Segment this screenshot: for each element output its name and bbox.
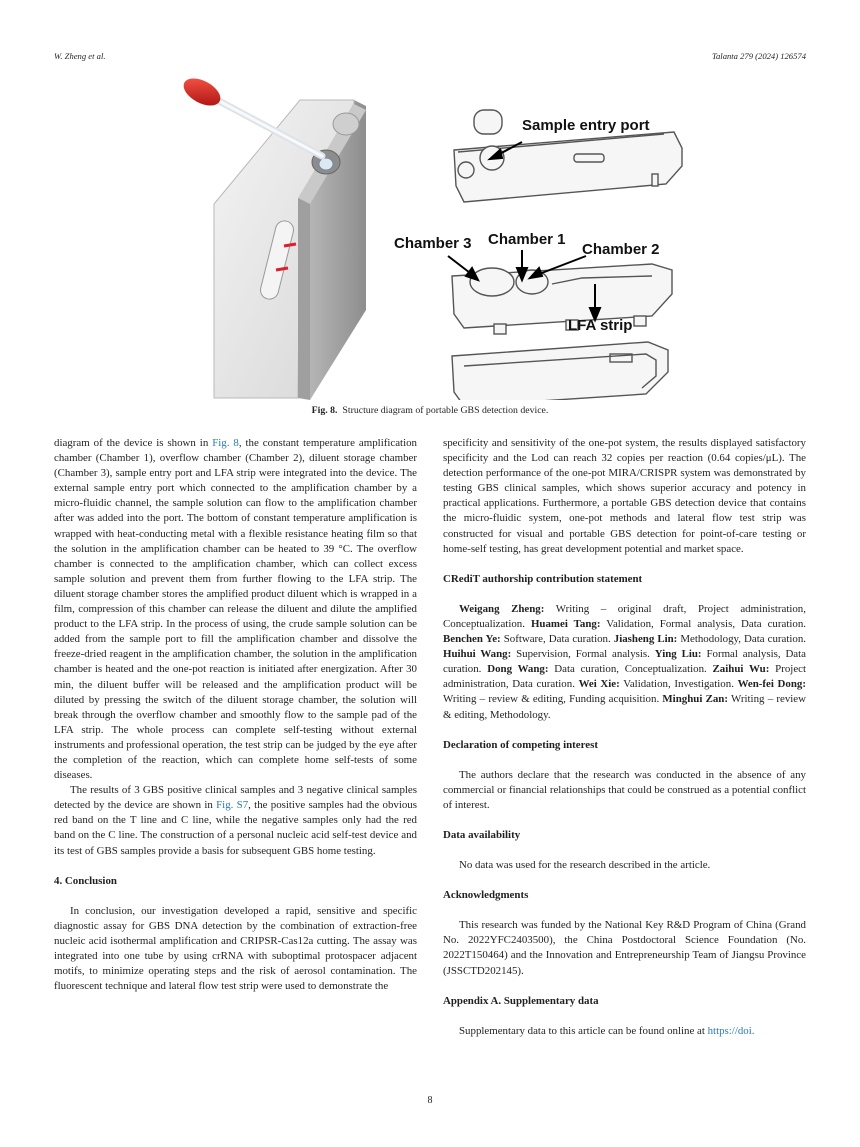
port-cap xyxy=(333,113,359,135)
data-availability-paragraph: No data was used for the research described in the article. xyxy=(459,859,711,872)
device-render xyxy=(179,73,366,400)
author-name: Minghui Zan: xyxy=(662,693,728,706)
author-roles: Project administration, Data curation. xyxy=(443,663,807,691)
text-run: The results of 3 GBS positive clinical samples and 3 negative clinical samples detected by the device are shown in xyxy=(54,784,417,812)
text-run: diagram of the device is shown in xyxy=(54,437,213,449)
author-name: Zaihui Wu: xyxy=(712,663,770,676)
figure-caption xyxy=(54,405,806,416)
label-chamber-3: Chamber 3 xyxy=(394,235,472,252)
appendix-heading: Appendix A. Supplementary data xyxy=(443,994,599,1007)
figure-8 xyxy=(54,70,806,400)
dropper-bulb xyxy=(179,73,225,111)
text-run: , the constant temperature amplification chamber (Chamber 1), overflow chamber (Chamber 2), diluent storage chamber (Chamber 3), sample entry port and LFA strip were integrated into the device. The external sample entry port which connected to the amplification chamber by a micro-fluidic channel, the sample solution can flow to the amplification chamber after was added into the port. The bottom of constant temperature amplification is wrapped with heat-conducting metal with a flexible resistance heating film so that the solution in the amplification chamber can be heated to 39 °C. The overflow chamber is connected to the amplification chamber, which can collect excess sample solution and prevent them from further flowing to the LFA strip. The diluent storage chamber stores the amplified product diluent which is wrapped in a film, compression of this chamber can release the diluent and dilute the amplified product to the LFA strip. In the process of using, the crude sample solution can be added from the sample port to fill the amplification chamber and dissolve the freeze-dried reagent in the amplification chamber, the solution in the amplification chamber is heated and the one-pot reaction is initiated after energization. After 30 min, the diluent buffer will be released and the amplification product will be diluted by pressing the switch of the diluent storage chamber, the solution will break through the overflow chamber and smoothly flow to the sample pad of the LFA strip. The whole process can complete self-testing without external instruments and professional operation, the test strip can be judged by the eye after the completion of the reaction, which can complete home self-tests of some diseases. xyxy=(54,437,417,782)
bottom-tray xyxy=(452,342,668,400)
author-roles: Validation, Formal analysis, Data curation. xyxy=(600,617,806,630)
right-column xyxy=(443,436,806,1039)
conclusion-heading: 4. Conclusion xyxy=(54,874,117,887)
label-chamber-1: Chamber 1 xyxy=(488,231,566,248)
fig-s7-link[interactable]: Fig. S7 xyxy=(216,799,249,812)
author-roles: Data curation, Conceptualization. xyxy=(548,663,713,676)
author-name: Benchen Ye: xyxy=(443,633,501,646)
author-name: Wei Xie: xyxy=(578,678,620,691)
author-name: Weigang Zheng: xyxy=(459,602,545,615)
label-sample-entry-port: Sample entry port xyxy=(522,117,650,134)
caption-label: Fig. 8. xyxy=(311,405,338,416)
caption-text: Structure diagram of portable GBS detection device. xyxy=(342,405,549,416)
page-number: 8 xyxy=(427,1095,433,1106)
author-name: Dong Wang: xyxy=(487,663,549,676)
acknowledgments-paragraph: This research was funded by the National Key R&D Program of China (Grand No. 2022YFC2403500), the China Postdoctoral Science Foundation (No. 2022T150464) and the Innovation and Entrepreneurship Team of Jiangsu Province (JSSCTD202145). xyxy=(443,919,806,977)
text-run: Supplementary data to this article can be found online at xyxy=(459,1024,708,1037)
author-name: Huihui Wang: xyxy=(443,648,512,661)
competing-interest-heading: Declaration of competing interest xyxy=(443,738,598,751)
paragraph: specificity and sensitivity of the one-pot system, the results displayed satisfactory specificity and the Lod can reach 32 copies per reaction (0.64 copies/μL). The detection performance of the one-pot MIRA/CRISPR system was demonstrated by testing GBS clinical samples, which shows superior accuracy and potency in practical applications. Furthermore, a portable GBS detection device that contains the micro-fluidic system, one-pot methods and lateral flow test strip was constructed for visual and portable GBS detection for point-of-care testing or home-self testing, has great development potential and market space. xyxy=(443,437,806,555)
competing-interest-paragraph: The authors declare that the research was conducted in the absence of any commercial or financial relationships that could be construed as a potential conflict of interest. xyxy=(443,768,806,811)
appendix-paragraph xyxy=(443,1024,806,1039)
author-name: Wen-fei Dong: xyxy=(737,678,806,691)
author-name: Huamei Tang: xyxy=(530,617,601,630)
credit-heading: CRediT authorship contribution statement xyxy=(443,572,643,585)
author-roles: Formal analysis, Data curation. xyxy=(443,648,807,676)
acknowledgments-heading: Acknowledgments xyxy=(443,889,529,902)
author-roles: Supervision, Formal analysis. xyxy=(511,648,655,661)
author-roles: Writing – review & editing, Methodology. xyxy=(443,693,806,721)
paragraph xyxy=(54,436,417,783)
text-run: , the positive samples had the obvious red band on the T line and C line, while the negative samples only had the red band on the C line. The construction of a personal nucleic acid self-test device and its test of GBS samples provide a basis for subsequent GBS home testing. xyxy=(54,799,417,857)
label-lfa-strip: LFA strip xyxy=(568,317,633,334)
t-line xyxy=(276,268,288,270)
running-header-authors: W. Zheng et al. xyxy=(54,51,106,61)
data-availability-heading: Data availability xyxy=(443,828,521,841)
author-name: Ying Liu: xyxy=(654,648,702,661)
author-roles: Writing – review & editing, Funding acquisition. xyxy=(443,693,663,706)
author-roles: Software, Data curation. xyxy=(500,633,614,646)
running-header-journal: Talanta 279 (2024) 126574 xyxy=(712,51,806,61)
left-column xyxy=(54,436,417,994)
doi-link[interactable]: https://doi. xyxy=(707,1024,755,1037)
conclusion-paragraph: In conclusion, our investigation developed a rapid, sensitive and specific diagnostic assay for GBS DNA detection by the combination of extraction-free nucleic acid isothermal amplification and CRIPSR-Cas12a cutting. The assay was integrated into one tube by using crRNA with suboptimal protospacer adjacent motifs, to minimize operating steps and the risk of aerosol contamination. The fluorescent technique and lateral flow test strip were used to demonstrate the xyxy=(54,904,417,993)
c-line xyxy=(284,244,296,246)
author-roles: Validation, Investigation. xyxy=(619,678,738,691)
author-roles: Methodology, Data curation. xyxy=(677,633,807,646)
credit-paragraph xyxy=(443,602,806,723)
author-name: Jiasheng Lin: xyxy=(613,633,678,646)
fig-8-link[interactable]: Fig. 8 xyxy=(212,437,239,449)
paragraph xyxy=(54,783,417,858)
author-roles: Writing – original draft, Project administration, Conceptualization. xyxy=(443,602,806,630)
cap-detail xyxy=(474,110,502,134)
label-chamber-2: Chamber 2 xyxy=(582,241,660,258)
